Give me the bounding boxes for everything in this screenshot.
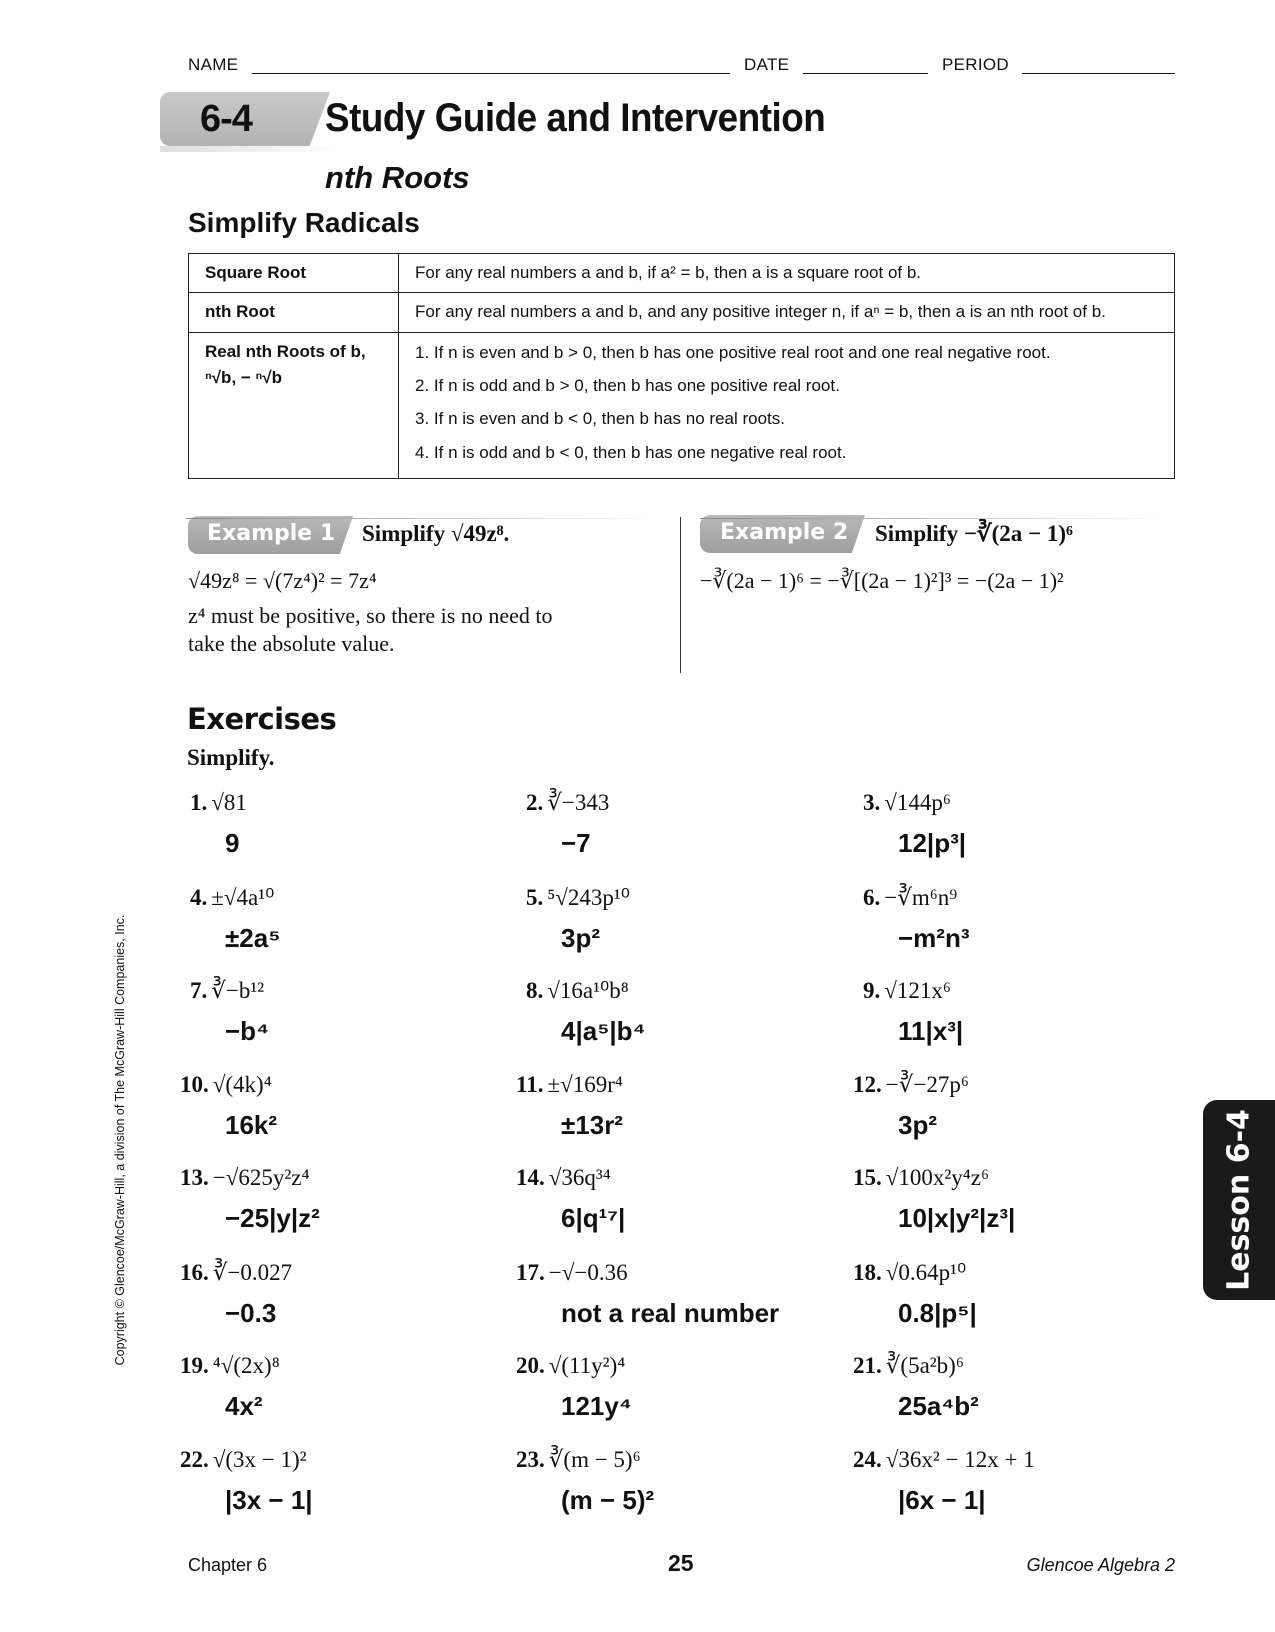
date-line	[803, 73, 928, 74]
square-root-definition: For any real numbers a and b, if a² = b, then a is a square root of b.	[399, 254, 1175, 293]
exercise-problem	[516, 1165, 611, 1191]
example2-rule	[700, 518, 1175, 519]
exercise-expression: ⁵√243p¹⁰	[547, 885, 631, 910]
exercise-answer: 4|a⁵|b⁴	[561, 1016, 646, 1046]
exercise-answer: |6x − 1|	[898, 1485, 986, 1515]
exercise-expression: −√625y²z⁴	[212, 1165, 310, 1190]
copyright-notice: Copyright © Glencoe/McGraw-Hill, a division of The McGraw-Hill Companies, Inc.	[113, 914, 127, 1366]
exercise-problem	[853, 1165, 989, 1191]
real-roots-radicals: ⁿ√b, − ⁿ√b	[205, 368, 282, 388]
example1-label: Example 1	[207, 521, 336, 546]
exercise-answer: −0.3	[225, 1298, 277, 1328]
exercise-number: 2.	[526, 790, 544, 815]
table-row	[189, 293, 1175, 332]
list-item: 2. If n is odd and b > 0, then b has one positive real root.	[415, 376, 840, 396]
exercise-expression: −√−0.36	[548, 1260, 628, 1285]
example1-rule	[186, 518, 666, 519]
exercise-expression: ∛−0.027	[212, 1260, 293, 1285]
name-label: NAME	[188, 55, 239, 74]
exercise-number: 22.	[180, 1447, 209, 1472]
exercise-answer: not a real number	[561, 1298, 780, 1328]
list-item: 4. If n is odd and b < 0, then b has one negative real root.	[415, 442, 847, 462]
exercise-problem	[853, 1353, 964, 1379]
exercise-number: 8.	[526, 978, 544, 1003]
example1-note-1: z⁴ must be positive, so there is no need to	[188, 603, 553, 628]
nth-root-term: nth Root	[189, 293, 399, 332]
exercise-answer: (m − 5)²	[561, 1485, 655, 1515]
real-roots-term-cell	[189, 332, 399, 478]
exercise-expression: ±√169r⁴	[547, 1072, 623, 1097]
exercise-number: 15.	[853, 1165, 882, 1190]
example2-label: Example 2	[720, 520, 849, 545]
exercise-answer: −25|y|z²	[225, 1203, 320, 1233]
exercise-expression: √36x² − 12x + 1	[885, 1447, 1035, 1472]
real-roots-term: Real nth Roots of b,	[205, 341, 366, 361]
exercise-expression: √36q³⁴	[548, 1165, 611, 1190]
exercise-expression: √121x⁶	[884, 978, 951, 1003]
exercise-number: 5.	[526, 885, 544, 910]
exercise-number: 6.	[863, 885, 881, 910]
period-line	[1022, 73, 1175, 74]
exercise-number: 12.	[853, 1072, 882, 1097]
exercise-number: 19.	[180, 1353, 209, 1378]
exercise-answer: 25a⁴b²	[898, 1391, 979, 1421]
exercise-expression: √(11y²)⁴	[548, 1353, 626, 1378]
exercise-problem	[526, 790, 609, 816]
exercise-problem	[180, 1447, 307, 1473]
exercise-problem	[853, 1072, 969, 1098]
exercise-problem	[190, 978, 264, 1004]
exercise-problem	[526, 885, 630, 911]
list-item: 1. If n is even and b > 0, then b has one positive real root and one real negative root.	[415, 342, 1051, 362]
exercise-answer: −7	[561, 828, 591, 858]
exercise-answer: 6|q¹⁷|	[561, 1203, 626, 1233]
exercise-problem	[180, 1353, 280, 1379]
exercises-instruction: Simplify.	[187, 745, 275, 770]
page-title: Study Guide and Intervention	[325, 96, 826, 140]
exercise-expression: ∛−b¹²	[211, 978, 265, 1003]
exercise-problem	[526, 978, 629, 1004]
exercise-expression: −∛m⁶n⁹	[884, 885, 958, 910]
exercise-answer: ±13r²	[561, 1110, 623, 1140]
exercise-problem	[190, 790, 247, 816]
exercise-expression: ±√4a¹⁰	[211, 885, 275, 910]
exercise-problem	[516, 1353, 625, 1379]
exercise-expression: ∛−343	[547, 790, 610, 815]
example-divider	[680, 517, 681, 673]
period-label: PERIOD	[942, 55, 1009, 74]
exercise-number: 24.	[853, 1447, 882, 1472]
exercise-expression: √(3x − 1)²	[212, 1447, 307, 1472]
subtitle-rest: th Roots	[343, 160, 470, 195]
table-row	[189, 332, 1175, 478]
exercises-heading: Exercises	[187, 702, 337, 736]
exercise-number: 11.	[516, 1072, 544, 1097]
exercise-answer: 10|x|y²|z³|	[898, 1203, 1016, 1233]
exercise-number: 14.	[516, 1165, 545, 1190]
exercise-expression: √144p⁶	[884, 790, 951, 815]
exercise-answer: |3x − 1|	[225, 1485, 313, 1515]
name-line	[252, 73, 730, 74]
exercise-problem	[863, 790, 951, 816]
real-roots-rules-cell	[399, 332, 1175, 478]
exercise-expression: ∛(m − 5)⁶	[548, 1447, 641, 1472]
exercise-answer: −m²n³	[898, 923, 970, 953]
exercise-number: 10.	[180, 1072, 209, 1097]
exercise-problem	[516, 1260, 628, 1286]
exercise-expression: √16a¹⁰b⁸	[547, 978, 629, 1003]
exercise-number: 17.	[516, 1260, 545, 1285]
exercise-number: 1.	[190, 790, 208, 815]
exercise-answer: 12|p³|	[898, 828, 967, 858]
footer-book-title: Glencoe Algebra 2	[1026, 1555, 1175, 1575]
exercise-answer: 3p²	[898, 1110, 937, 1140]
exercise-answer: 121y⁴	[561, 1391, 632, 1421]
exercise-problem	[516, 1072, 623, 1098]
lesson-tab-shadow	[160, 146, 340, 152]
exercise-answer: 0.8|p⁵|	[898, 1298, 977, 1328]
exercise-number: 3.	[863, 790, 881, 815]
exercise-problem	[180, 1260, 292, 1286]
exercise-number: 20.	[516, 1353, 545, 1378]
section-title: Simplify Radicals	[188, 207, 420, 238]
exercise-number: 16.	[180, 1260, 209, 1285]
square-root-term: Square Root	[189, 254, 399, 293]
exercise-answer: 3p²	[561, 923, 600, 953]
exercise-problem	[190, 885, 274, 911]
exercise-problem	[853, 1260, 966, 1286]
exercise-number: 18.	[853, 1260, 882, 1285]
exercise-expression: √0.64p¹⁰	[885, 1260, 967, 1285]
exercise-number: 9.	[863, 978, 881, 1003]
exercise-number: 7.	[190, 978, 208, 1003]
exercise-answer: −b⁴	[225, 1016, 269, 1046]
footer-page-number: 25	[668, 1550, 694, 1576]
exercise-answer: 9	[225, 828, 240, 858]
concept-table	[188, 253, 1175, 479]
footer-chapter: Chapter 6	[188, 1555, 268, 1575]
lesson-number: 6-4	[200, 98, 252, 140]
exercise-number: 4.	[190, 885, 208, 910]
exercise-number: 23.	[516, 1447, 545, 1472]
exercise-problem	[180, 1165, 309, 1191]
exercise-number: 13.	[180, 1165, 209, 1190]
example1-note-2: take the absolute value.	[188, 631, 395, 656]
table-row	[189, 254, 1175, 293]
exercise-problem	[853, 1447, 1035, 1473]
subtitle-n: n	[325, 160, 344, 195]
example1-title: Simplify √49z⁸.	[362, 521, 510, 546]
list-item: 3. If n is even and b < 0, then b has no real roots.	[415, 409, 785, 429]
lesson-side-tab	[1203, 1100, 1275, 1300]
example2-work: −∛(2a − 1)⁶ = −∛[(2a − 1)²]³ = −(2a − 1)²	[700, 568, 1064, 593]
exercise-answer: 16k²	[225, 1110, 278, 1140]
exercise-answer: ±2a⁵	[225, 923, 281, 953]
exercise-expression: √(4k)⁴	[212, 1072, 272, 1097]
exercise-expression: −∛−27p⁶	[885, 1072, 969, 1097]
exercise-expression: ⁴√(2x)⁸	[212, 1353, 280, 1378]
exercise-problem	[516, 1447, 641, 1473]
exercise-answer: 11|x³|	[898, 1016, 964, 1046]
exercise-expression: √81	[211, 790, 247, 815]
side-tab-label: Lesson 6-4	[1221, 1109, 1257, 1291]
exercise-expression: ∛(5a²b)⁶	[885, 1353, 964, 1378]
exercise-expression: √100x²y⁴z⁶	[885, 1165, 990, 1190]
exercise-number: 21.	[853, 1353, 882, 1378]
exercise-problem	[863, 885, 957, 911]
nth-root-definition: For any real numbers a and b, and any positive integer n, if aⁿ = b, then a is an nth root of b.	[399, 293, 1175, 332]
exercise-problem	[863, 978, 951, 1004]
exercise-answer: 4x²	[225, 1391, 263, 1421]
example2-title: Simplify −∛(2a − 1)⁶	[875, 521, 1073, 546]
exercise-problem	[180, 1072, 272, 1098]
page-subtitle	[325, 160, 470, 196]
example1-work: √49z⁸ = √(7z⁴)² = 7z⁴	[188, 568, 377, 593]
real-roots-rules	[415, 339, 1158, 472]
date-label: DATE	[744, 55, 790, 74]
